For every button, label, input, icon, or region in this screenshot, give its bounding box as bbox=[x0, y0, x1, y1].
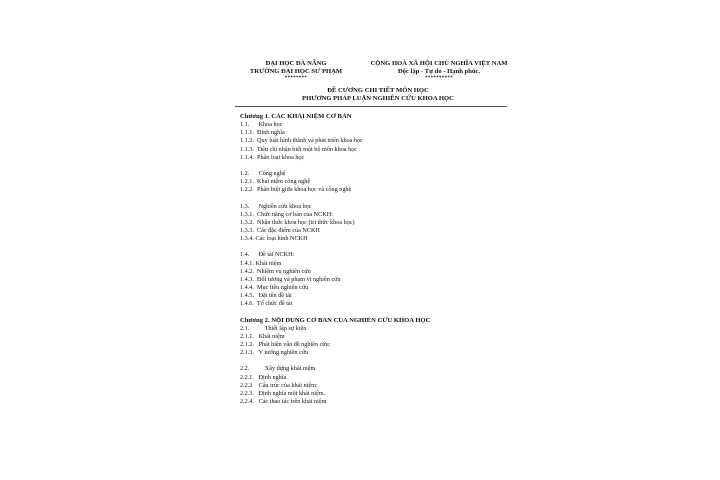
toc-item: 1.1.2. Quy luật hình thành và phát triển khoa học bbox=[240, 137, 363, 145]
toc-item: 1.4.5. Đặt tên đề tài bbox=[240, 292, 292, 300]
toc-item: 1.3.2. Nhận thức khoa học (tri thức khoa học) bbox=[240, 218, 355, 226]
toc-item: 1.3. Nghiên cứu khoa học bbox=[240, 202, 312, 210]
toc-item: 1.4.4. Mục tiêu nghiên cứu bbox=[240, 283, 309, 291]
national-motto-header bbox=[358, 60, 520, 81]
toc-item: 1.4.3. Đối tượng và phạm vi nghiên cứu bbox=[240, 275, 341, 283]
table-of-contents bbox=[240, 113, 520, 406]
toc-item: 2.1. Thiết lập sự kiện bbox=[240, 324, 307, 332]
toc-item: 2.1.3. Ý tưởng nghiên cứu bbox=[240, 349, 309, 357]
toc-item: 1.4. Đề tài NCKH: bbox=[240, 251, 295, 259]
document-title bbox=[236, 87, 520, 103]
toc-item: 1.1. Khoa học bbox=[240, 121, 283, 129]
chapter-heading: Chương 2. NỘI DUNG CƠ BẢN CỦA NGHIÊN CỨU KHOA HỌC bbox=[240, 316, 431, 324]
country-name: CỘNG HOÀ XÃ HỘI CHỦ NGHĨA VIỆT NAM bbox=[370, 60, 508, 67]
title-line-1: ĐỀ CƯƠNG CHI TIẾT MÔN HỌC bbox=[327, 87, 429, 94]
blank-line bbox=[240, 243, 520, 251]
toc-item: 2.1.1. Khái niệm bbox=[240, 332, 285, 340]
university-name: ĐẠI HỌC ĐÀ NẴNG bbox=[265, 60, 327, 67]
toc-item: 1.2.2. Phân biệt giữa khoa học và công nghệ bbox=[240, 186, 352, 194]
toc-item: 2.2. Xây dựng khái niệm bbox=[240, 365, 316, 373]
blank-line bbox=[240, 308, 520, 316]
toc-item: 2.2.4. Các thao tác trên khái niệm bbox=[240, 397, 327, 405]
school-name: TRƯỜNG ĐẠI HỌC SƯ PHẠM bbox=[249, 68, 343, 76]
toc-item: 1.3.3. Các đặc điểm của NCKH bbox=[240, 226, 320, 234]
blank-line bbox=[240, 194, 520, 202]
toc-item: 1.2. Công nghệ bbox=[240, 169, 286, 177]
toc-item: 1.4.2. Nhiệm vụ nghiên cứu bbox=[240, 267, 311, 275]
institution-header bbox=[236, 60, 356, 81]
toc-item: 1.1.1. Định nghĩa bbox=[240, 129, 285, 137]
title-line-2: PHƯƠNG PHÁP LUẬN NGHIÊN CỨU KHOA HỌC bbox=[302, 95, 454, 102]
motto: Độc lập - Tự do - Hạnh phúc. bbox=[397, 68, 481, 76]
toc-item: 1.2.1. Khái niệm công nghệ bbox=[240, 178, 311, 186]
toc-item: 2.2.1. Định nghĩa bbox=[240, 373, 287, 381]
toc-item: 1.4.1. Khái niệm bbox=[240, 259, 282, 267]
toc-item: 1.1.3. Tiêu chí nhận biết một bộ môn khoa học bbox=[240, 145, 358, 153]
blank-line bbox=[240, 162, 520, 170]
blank-line bbox=[240, 357, 520, 365]
toc-item: 1.1.4. Phân loại khoa học bbox=[240, 153, 305, 161]
header-stars-right: ********** bbox=[425, 76, 453, 82]
toc-item: 2.2.3. Định nghĩa một khái niệm. bbox=[240, 389, 326, 397]
toc-item: 1.4.6. Tổ chức đề tài bbox=[240, 300, 293, 308]
toc-item: 1.3.4. Các loại hình NCKH bbox=[240, 235, 308, 243]
header-stars-left: ******** bbox=[284, 76, 308, 82]
toc-item: 1.3.1. Chức năng cơ bản của NCKH: bbox=[240, 210, 333, 218]
chapter-heading: Chương 1. CÁC KHÁI NIỆM CƠ BẢN bbox=[240, 113, 352, 120]
toc-item: 2.2.2 Cấu trúc của khái niệm: bbox=[240, 381, 318, 389]
horizontal-divider bbox=[235, 106, 507, 107]
toc-item: 2.1.2. Phát hiện vấn đề nghiên cứu: bbox=[240, 340, 331, 348]
